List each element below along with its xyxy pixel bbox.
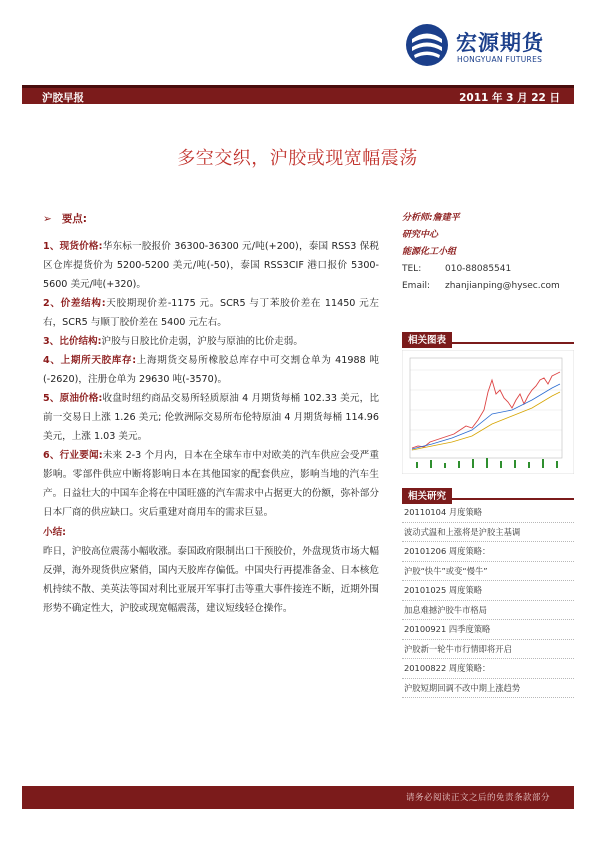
chart-section-label: 相关图表 xyxy=(402,332,452,348)
key-point-key: 6、行业要闻: xyxy=(43,450,103,461)
key-point-key: 5、原油价格: xyxy=(43,393,103,404)
tel-line xyxy=(402,261,574,278)
price-chart xyxy=(402,350,574,474)
arrow-bullet-icon: ➢ xyxy=(43,213,52,225)
key-point-item xyxy=(43,294,379,332)
analyst-info xyxy=(402,210,574,295)
key-points-heading xyxy=(43,210,379,229)
key-point-item xyxy=(43,237,379,294)
email-label: Email: xyxy=(402,281,431,291)
research-item[interactable]: 波动式温和上涨将是沪胶主基调 xyxy=(402,523,574,543)
hongyuan-logo-icon xyxy=(404,22,450,68)
key-point-key: 1、现货价格: xyxy=(43,241,103,252)
report-label: 沪胶早报 xyxy=(42,92,84,104)
chart-section-title xyxy=(402,328,574,344)
research-item[interactable]: 20100921 四季度策略 xyxy=(402,620,574,640)
research-item[interactable]: 加息难撼沪胶牛市格局 xyxy=(402,601,574,621)
department-research: 研究中心 xyxy=(402,230,439,240)
key-point-item xyxy=(43,332,379,351)
summary-text: 昨日，沪胶高位震荡小幅收涨。泰国政府限制出口干预胶价，外盘现货市场大幅反弹，海外现货供应紧俏，国内天胶库存偏低。中国央行再提准备金、日本核危机持续不散、美英法等国对利比亚展开军事打击等重大事件接连不断，近期外围形势不确定性大，沪胶或现宽幅震荡，建议短线轻仓操作。 xyxy=(43,546,379,614)
research-list xyxy=(402,503,574,698)
research-item[interactable]: 20110104 月度策略 xyxy=(402,503,574,523)
department-group: 能源化工小组 xyxy=(402,247,457,257)
disclaimer-note: 请务必阅读正文之后的免责条款部分 xyxy=(405,793,550,803)
key-point-text: 上海期货交易所橡胶总库存中可交割仓单为 41988 吨(-2620)，注册仓单为 29630 吨(-3570)。 xyxy=(43,355,379,385)
footer-bar xyxy=(22,786,574,809)
analyst-line xyxy=(402,210,574,227)
sidebar xyxy=(402,210,574,295)
email-line xyxy=(402,278,574,295)
key-point-key: 2、价差结构: xyxy=(43,298,106,309)
key-point-text: 未来 2-3 个月内，日本在全球车市中对欧美的汽车供应会受严重影响。零部件供应中断将影响日本在其他国家的配套供应，影响当地的汽车生产。日益壮大的中国车企将在中国旺盛的汽车需求中占据更大的份额，弥补部分日本厂商的供应缺口。灾后重建对商用车的需求巨显。 xyxy=(43,450,379,518)
key-point-text: 华东标一胶报价 36300-36300 元/吨(+200)，泰国 RSS3 保税区仓库提货价为 5200-5200 美元/吨(-50)，泰国 RSS3CIF 港口报价 5300-5600 美元/吨(+320)。 xyxy=(43,241,379,290)
key-point-item xyxy=(43,351,379,389)
logo-chinese-name: 宏源期货 xyxy=(456,31,544,55)
research-item[interactable]: 沪胶短期回调不改中期上涨趋势 xyxy=(402,679,574,699)
research-section-title xyxy=(402,484,574,500)
report-date: 2011 年 3 月 22 日 xyxy=(459,92,560,104)
tel-label: TEL: xyxy=(402,264,422,274)
key-point-key: 3、比价结构: xyxy=(43,336,102,347)
research-item[interactable]: 沪胶“快牛”或变“慢牛” xyxy=(402,562,574,582)
page-title: 多空交织，沪胶或现宽幅震荡 xyxy=(177,148,418,169)
key-point-text: 收盘时纽约商品交易所轻质原油 4 月期货每桶 102.33 美元，比前一交易日上涨 1.26 美元; 伦敦洲际交易所布伦特原油 4 月期货每桶 114.96 美元，上涨 1.03 美元。 xyxy=(43,393,379,442)
research-item[interactable]: 20101206 周度策略： xyxy=(402,542,574,562)
header-bar xyxy=(22,85,574,104)
tel-value: 010-88085541 xyxy=(445,264,512,274)
logo-english-name: HONGYUAN FUTURES xyxy=(457,55,543,64)
email-link[interactable]: zhanjianping@hysec.com xyxy=(445,281,560,291)
analyst-label: 分析师: xyxy=(402,213,433,223)
company-logo xyxy=(404,22,564,68)
key-point-text: 沪胶与日胶比价走弱，沪胶与原油的比价走弱。 xyxy=(101,336,303,347)
research-item[interactable]: 20100822 周度策略： xyxy=(402,659,574,679)
research-item[interactable]: 沪胶新一轮牛市行情即将开启 xyxy=(402,640,574,660)
research-section-label: 相关研究 xyxy=(402,488,452,504)
key-point-text: 天胶期现价差-1175 元。SCR5 与丁苯胶价差在 11450 元左右，SCR5 与顺丁胶价差在 5400 元左右。 xyxy=(43,298,379,328)
analyst-name: 詹建平 xyxy=(432,213,460,223)
summary-heading: 小结: xyxy=(43,527,67,538)
research-item[interactable]: 20101025 周度策略 xyxy=(402,581,574,601)
main-content xyxy=(43,210,379,618)
key-point-item xyxy=(43,446,379,522)
key-point-item xyxy=(43,389,379,446)
key-point-key: 4、上期所天胶库存: xyxy=(43,355,137,366)
key-points-label: 要点: xyxy=(61,213,88,225)
price-chart-graphic xyxy=(402,350,574,474)
